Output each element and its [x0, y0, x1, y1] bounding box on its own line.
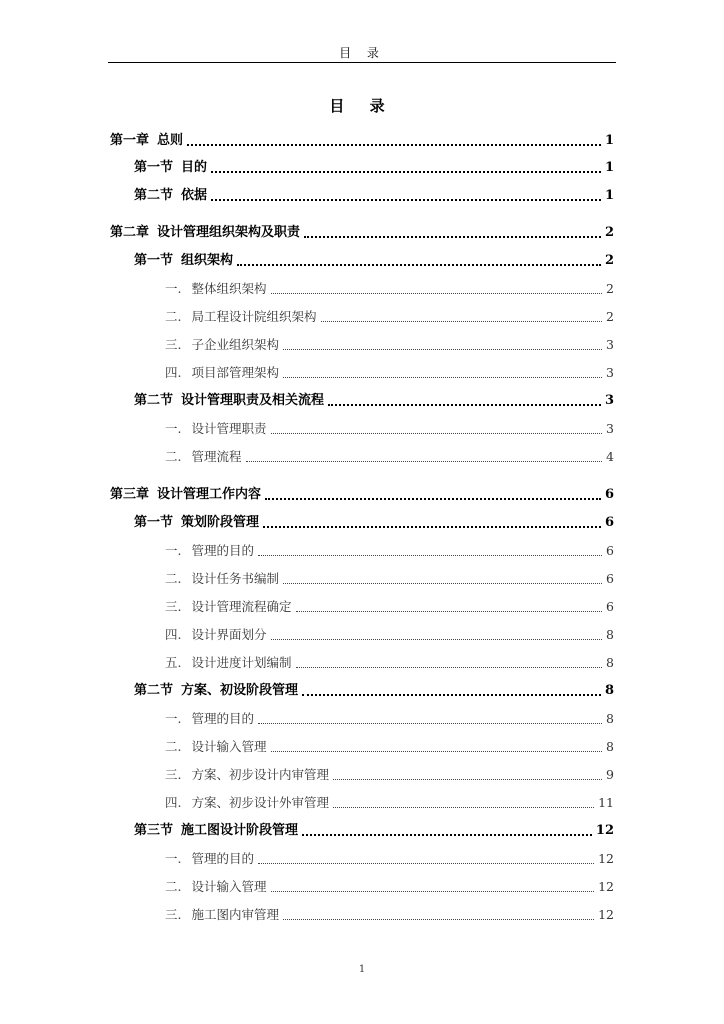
toc-entry-number: 二. — [165, 571, 182, 586]
toc-entry-page: 3 — [606, 365, 614, 380]
toc-entry-number: 二. — [165, 879, 182, 894]
toc-chapter-entry[interactable] — [110, 485, 614, 505]
toc-entry-number: 第一节 — [134, 160, 174, 175]
dot-leader — [283, 583, 602, 584]
toc-entry-page: 6 — [604, 487, 614, 502]
toc-entry-number: 第一章 — [110, 133, 150, 148]
dot-leader — [283, 349, 602, 350]
toc-entry-title: 施工图内审管理 — [191, 907, 279, 922]
toc-entry-page: 8 — [606, 739, 614, 754]
toc-subsection-entry[interactable] — [165, 765, 614, 785]
dot-leader — [211, 199, 601, 201]
toc-entry-page: 6 — [606, 599, 614, 614]
toc-entry-page: 3 — [604, 393, 614, 408]
toc-subsection-entry[interactable] — [165, 905, 614, 925]
toc-entry-page: 1 — [604, 160, 614, 175]
toc-entry-number: 第三章 — [110, 487, 150, 502]
toc-entry-page: 8 — [606, 711, 614, 726]
toc-entry-page: 12 — [595, 823, 614, 838]
toc-entry-title: 管理的目的 — [191, 543, 254, 558]
toc-entry-page: 2 — [604, 253, 614, 268]
toc-entry-number: 第二节 — [134, 393, 174, 408]
toc-entry-title: 管理流程 — [191, 449, 242, 464]
dot-leader — [296, 667, 603, 668]
toc-chapter-entry[interactable] — [110, 223, 614, 243]
toc-entry-title: 总则 — [157, 133, 184, 148]
toc-entry-title: 设计管理职责 — [191, 421, 267, 436]
toc-entry-number: 一. — [165, 711, 182, 726]
toc-entry-number: 二. — [165, 449, 182, 464]
toc-entry-title: 方案、初设阶段管理 — [181, 683, 299, 698]
toc-entry-page: 1 — [604, 188, 614, 203]
toc-entry-title: 设计管理工作内容 — [157, 487, 262, 502]
toc-entry-page: 11 — [598, 795, 614, 810]
toc-entry-title: 设计管理组织架构及职责 — [157, 225, 301, 240]
toc-entry-title: 子企业组织架构 — [191, 337, 279, 352]
toc-entry-number: 第二节 — [134, 683, 174, 698]
dot-leader — [271, 891, 595, 892]
toc-entry-number: 第二节 — [134, 188, 174, 203]
toc-subsection-entry[interactable] — [165, 569, 614, 589]
toc-section-entry[interactable] — [134, 391, 614, 411]
toc-entry-title: 管理的目的 — [191, 711, 254, 726]
toc-subsection-entry[interactable] — [165, 335, 614, 355]
toc-entry-page: 12 — [598, 851, 614, 866]
toc-entry-page: 1 — [604, 133, 614, 148]
toc-entry-title: 局工程设计院组织架构 — [191, 309, 317, 324]
dot-leader — [333, 807, 594, 808]
toc-entry-title: 方案、初步设计外审管理 — [191, 795, 329, 810]
toc-entry-title: 设计输入管理 — [191, 739, 267, 754]
dot-leader — [187, 144, 601, 146]
toc-entry-number: 二. — [165, 309, 182, 324]
toc-subsection-entry[interactable] — [165, 653, 614, 673]
toc-entry-title: 项目部管理架构 — [191, 365, 279, 380]
toc-entry-page: 3 — [606, 337, 614, 352]
dot-leader — [271, 639, 603, 640]
dot-leader — [258, 723, 602, 724]
toc-entry-page: 9 — [606, 767, 614, 782]
toc-subsection-entry[interactable] — [165, 877, 614, 897]
toc-section-entry[interactable] — [134, 681, 614, 701]
toc-chapter-entry[interactable] — [110, 131, 614, 151]
dot-leader — [258, 555, 602, 556]
toc-entry-title: 设计界面划分 — [191, 627, 267, 642]
toc-entry-page: 6 — [606, 543, 614, 558]
dot-leader — [237, 264, 601, 266]
toc-entry-page: 2 — [604, 225, 614, 240]
dot-leader — [302, 694, 601, 696]
toc-entry-number: 二. — [165, 739, 182, 754]
toc-entry-page: 2 — [606, 281, 614, 296]
toc-section-entry[interactable] — [134, 158, 614, 178]
toc-entry-title: 设计管理职责及相关流程 — [181, 393, 325, 408]
toc-entry-number: 第一节 — [134, 515, 174, 530]
toc-entry-number: 三. — [165, 599, 182, 614]
running-header: 目 录 — [339, 46, 385, 60]
toc-entry-number: 一. — [165, 421, 182, 436]
toc-entry-page: 12 — [598, 879, 614, 894]
toc-entry-number: 一. — [165, 851, 182, 866]
toc-entry-title: 策划阶段管理 — [181, 515, 260, 530]
dot-leader — [271, 433, 603, 434]
dot-leader — [302, 834, 592, 836]
toc-entry-number: 第一节 — [134, 253, 174, 268]
toc-section-entry[interactable] — [134, 821, 614, 841]
dot-leader — [328, 404, 601, 406]
toc-section-entry[interactable] — [134, 513, 614, 533]
toc-subsection-entry[interactable] — [165, 597, 614, 617]
toc-entry-title: 设计输入管理 — [191, 879, 267, 894]
toc-subsection-entry[interactable] — [165, 737, 614, 757]
toc-section-entry[interactable] — [134, 251, 614, 271]
toc-entry-number: 四. — [165, 365, 182, 380]
toc-entry-number: 第二章 — [110, 225, 150, 240]
toc-subsection-entry[interactable] — [165, 279, 614, 299]
toc-entry-number: 一. — [165, 281, 182, 296]
page-number: 1 — [358, 964, 366, 975]
toc-entry-title: 目的 — [181, 160, 208, 175]
toc-entry-title: 方案、初步设计内审管理 — [191, 767, 329, 782]
toc-entry-number: 第三节 — [134, 823, 174, 838]
toc-subsection-entry[interactable] — [165, 849, 614, 869]
toc-entry-page: 4 — [606, 449, 614, 464]
toc-subsection-entry[interactable] — [165, 541, 614, 561]
toc-subsection-entry[interactable] — [165, 307, 614, 327]
toc-entry-title: 设计管理流程确定 — [191, 599, 292, 614]
dot-leader — [258, 863, 594, 864]
dot-leader — [211, 171, 601, 173]
dot-leader — [283, 919, 594, 920]
toc-entry-number: 四. — [165, 795, 182, 810]
toc-subsection-entry[interactable] — [165, 709, 614, 729]
dot-leader — [321, 321, 603, 322]
toc-entry-number: 三. — [165, 767, 182, 782]
dot-leader — [296, 611, 603, 612]
dot-leader — [271, 751, 603, 752]
toc-entry-title: 组织架构 — [181, 253, 234, 268]
toc-entry-number: 三. — [165, 337, 182, 352]
toc-entry-page: 3 — [606, 421, 614, 436]
toc-entry-title: 依据 — [181, 188, 208, 203]
dot-leader — [271, 293, 603, 294]
toc-entry-number: 五. — [165, 655, 182, 670]
dot-leader — [304, 236, 601, 238]
toc-entry-title: 设计进度计划编制 — [191, 655, 292, 670]
toc-title: 目 录 — [329, 97, 395, 115]
toc-subsection-entry[interactable] — [165, 363, 614, 383]
toc-entry-number: 三. — [165, 907, 182, 922]
toc-entry-page: 8 — [604, 683, 614, 698]
toc-subsection-entry[interactable] — [165, 625, 614, 645]
dot-leader — [333, 779, 602, 780]
toc-entry-page: 8 — [606, 627, 614, 642]
toc-section-entry[interactable] — [134, 186, 614, 206]
dot-leader — [265, 498, 601, 500]
toc-entry-title: 整体组织架构 — [191, 281, 267, 296]
toc-entry-title: 施工图设计阶段管理 — [181, 823, 299, 838]
toc-entry-page: 8 — [606, 655, 614, 670]
dot-leader — [263, 526, 601, 528]
dot-leader — [283, 377, 602, 378]
toc-entry-page: 6 — [606, 571, 614, 586]
toc-entry-number: 一. — [165, 543, 182, 558]
toc-entry-title: 设计任务书编制 — [191, 571, 279, 586]
toc-entry-page: 2 — [606, 309, 614, 324]
toc-entry-title: 管理的目的 — [191, 851, 254, 866]
toc-subsection-entry[interactable] — [165, 419, 614, 439]
toc-entry-number: 四. — [165, 627, 182, 642]
toc-subsection-entry[interactable] — [165, 793, 614, 813]
toc-subsection-entry[interactable] — [165, 447, 614, 467]
toc-entry-page: 6 — [604, 515, 614, 530]
toc-entry-page: 12 — [598, 907, 614, 922]
dot-leader — [246, 461, 603, 462]
